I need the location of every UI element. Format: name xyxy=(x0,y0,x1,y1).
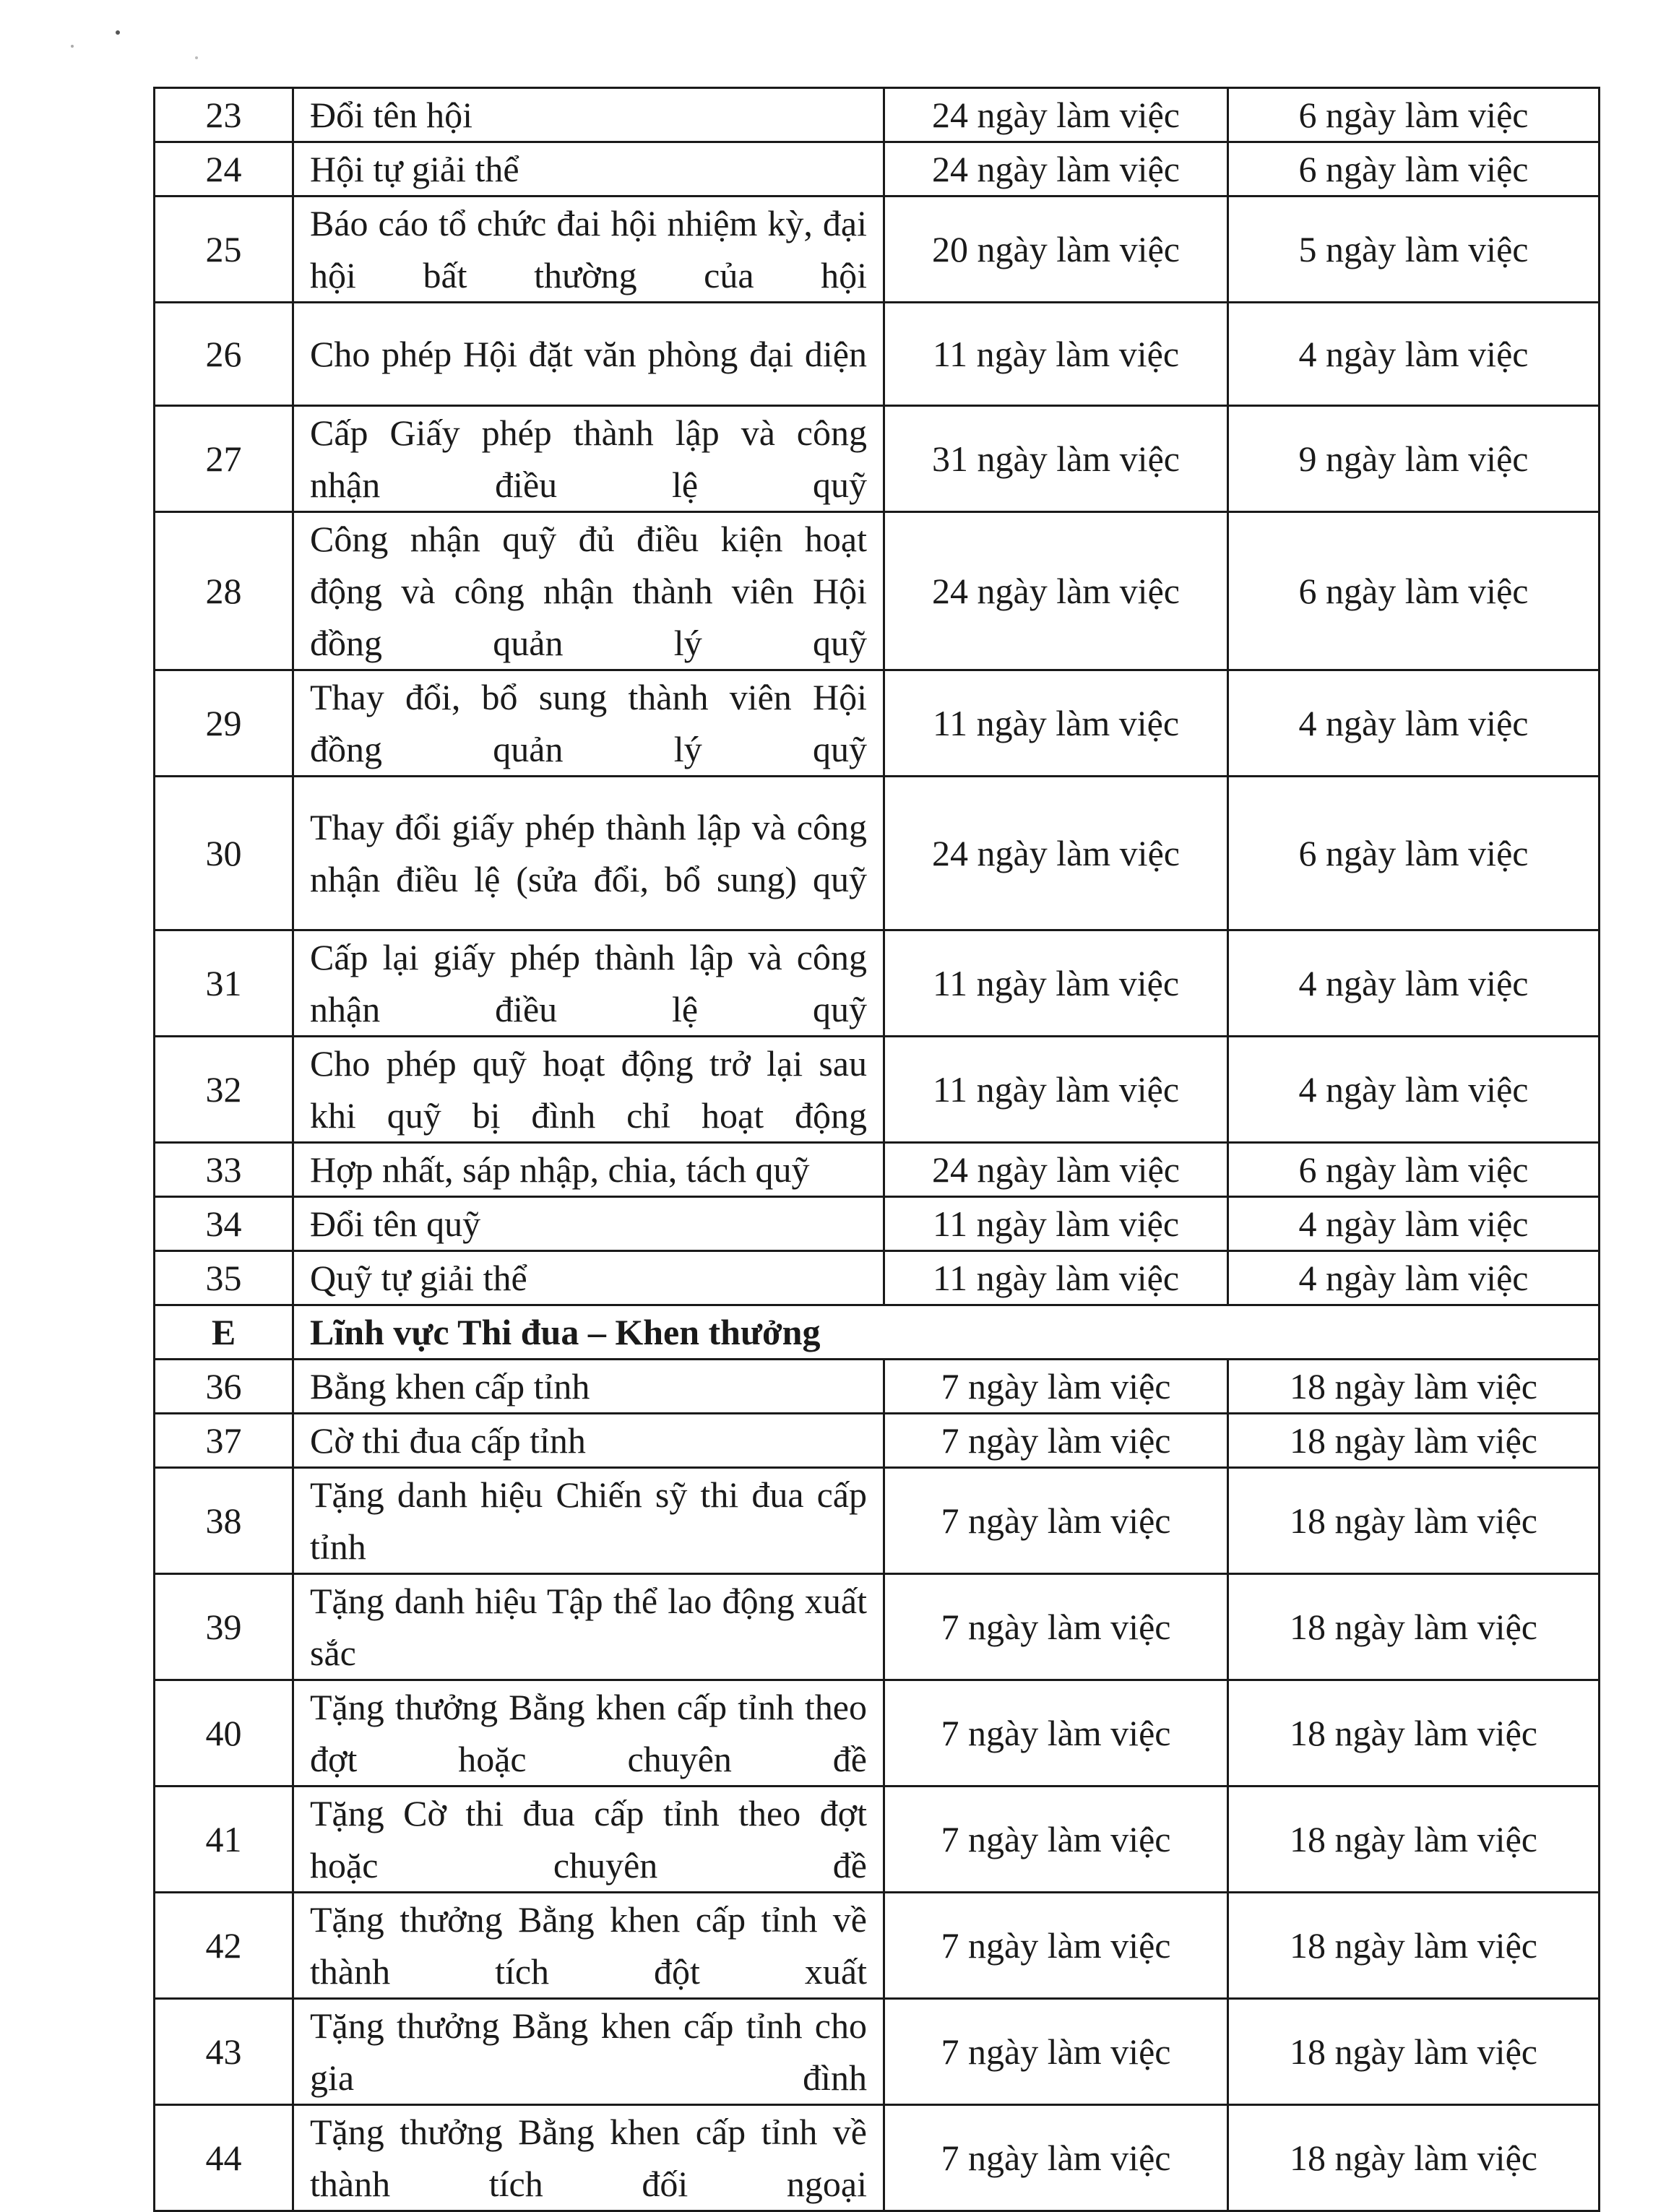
reduced-time: 18 ngày làm việc xyxy=(1228,1680,1600,1787)
row-number: 40 xyxy=(155,1680,293,1787)
reduced-time: 6 ngày làm việc xyxy=(1228,1143,1600,1197)
table-row xyxy=(155,1251,1600,1305)
processing-time: 24 ngày làm việc xyxy=(884,142,1228,196)
reduced-time: 4 ngày làm việc xyxy=(1228,303,1600,406)
reduced-time: 6 ngày làm việc xyxy=(1228,512,1600,670)
row-number: 33 xyxy=(155,1143,293,1197)
table-row xyxy=(155,1574,1600,1680)
table-row xyxy=(155,1143,1600,1197)
procedure-name: Tặng thưởng Bằng khen cấp tỉnh theo đợt hoặc chuyên đề xyxy=(293,1680,884,1787)
row-number: 29 xyxy=(155,670,293,777)
row-number: 30 xyxy=(155,777,293,930)
procedure-name: Thay đổi, bổ sung thành viên Hội đồng quản lý quỹ xyxy=(293,670,884,777)
procedure-name: Cấp lại giấy phép thành lập và công nhận điều lệ quỹ xyxy=(293,930,884,1037)
reduced-time: 4 ngày làm việc xyxy=(1228,670,1600,777)
procedure-name: Cho phép Hội đặt văn phòng đại diện xyxy=(293,303,884,406)
procedure-name: Đổi tên quỹ xyxy=(293,1197,884,1251)
table-row xyxy=(155,512,1600,670)
row-number: 31 xyxy=(155,930,293,1037)
reduced-time: 4 ngày làm việc xyxy=(1228,1251,1600,1305)
table-row xyxy=(155,930,1600,1037)
row-number: 44 xyxy=(155,2105,293,2211)
table-row xyxy=(155,303,1600,406)
reduced-time: 4 ngày làm việc xyxy=(1228,930,1600,1037)
procedure-name: Báo cáo tổ chức đai hội nhiệm kỳ, đại hội bất thường của hội xyxy=(293,196,884,303)
procedure-name: Cờ thi đua cấp tỉnh xyxy=(293,1414,884,1468)
reduced-time: 5 ngày làm việc xyxy=(1228,196,1600,303)
reduced-time: 18 ngày làm việc xyxy=(1228,2105,1600,2211)
processing-time: 7 ngày làm việc xyxy=(884,1893,1228,1999)
procedure-name: Cấp Giấy phép thành lập và công nhận điều lệ quỹ xyxy=(293,406,884,512)
procedure-name: Hội tự giải thể xyxy=(293,142,884,196)
reduced-time: 18 ngày làm việc xyxy=(1228,1574,1600,1680)
processing-time: 11 ngày làm việc xyxy=(884,1251,1228,1305)
table-row xyxy=(155,406,1600,512)
reduced-time: 18 ngày làm việc xyxy=(1228,1414,1600,1468)
processing-time: 7 ngày làm việc xyxy=(884,1787,1228,1893)
processing-time: 7 ngày làm việc xyxy=(884,1680,1228,1787)
reduced-time: 9 ngày làm việc xyxy=(1228,406,1600,512)
table-row xyxy=(155,1893,1600,1999)
section-code: E xyxy=(155,1305,293,1360)
row-number: 26 xyxy=(155,303,293,406)
processing-time: 20 ngày làm việc xyxy=(884,196,1228,303)
procedure-name: Công nhận quỹ đủ điều kiện hoạt động và công nhận thành viên Hội đồng quản lý quỹ xyxy=(293,512,884,670)
row-number: 35 xyxy=(155,1251,293,1305)
reduced-time: 18 ngày làm việc xyxy=(1228,1468,1600,1574)
procedure-name: Cho phép quỹ hoạt động trở lại sau khi quỹ bị đình chỉ hoạt động xyxy=(293,1037,884,1143)
procedure-name: Hợp nhất, sáp nhập, chia, tách quỹ xyxy=(293,1143,884,1197)
scan-speck xyxy=(116,30,120,35)
table-row xyxy=(155,1037,1600,1143)
procedure-name: Tặng thưởng Bằng khen cấp tỉnh về thành tích đối ngoại xyxy=(293,2105,884,2211)
procedure-name: Tặng danh hiệu Tập thể lao động xuất sắc xyxy=(293,1574,884,1680)
row-number: 32 xyxy=(155,1037,293,1143)
row-number: 28 xyxy=(155,512,293,670)
row-number: 43 xyxy=(155,1999,293,2105)
reduced-time: 18 ngày làm việc xyxy=(1228,1360,1600,1414)
scan-speck xyxy=(195,56,198,59)
section-row xyxy=(155,1305,1600,1360)
reduced-time: 18 ngày làm việc xyxy=(1228,1999,1600,2105)
row-number: 23 xyxy=(155,88,293,142)
processing-time: 7 ngày làm việc xyxy=(884,1468,1228,1574)
processing-time: 11 ngày làm việc xyxy=(884,1037,1228,1143)
table-row xyxy=(155,142,1600,196)
processing-time: 11 ngày làm việc xyxy=(884,670,1228,777)
procedure-table-body xyxy=(155,88,1600,2211)
row-number: 27 xyxy=(155,406,293,512)
row-number: 39 xyxy=(155,1574,293,1680)
reduced-time: 6 ngày làm việc xyxy=(1228,88,1600,142)
processing-time: 11 ngày làm việc xyxy=(884,1197,1228,1251)
row-number: 36 xyxy=(155,1360,293,1414)
processing-time: 7 ngày làm việc xyxy=(884,1414,1228,1468)
row-number: 38 xyxy=(155,1468,293,1574)
processing-time: 24 ngày làm việc xyxy=(884,512,1228,670)
processing-time: 7 ngày làm việc xyxy=(884,2105,1228,2211)
procedure-name: Tặng thưởng Bằng khen cấp tỉnh cho gia đình xyxy=(293,1999,884,2105)
processing-time: 7 ngày làm việc xyxy=(884,1999,1228,2105)
row-number: 41 xyxy=(155,1787,293,1893)
table-row xyxy=(155,1999,1600,2105)
processing-time: 24 ngày làm việc xyxy=(884,1143,1228,1197)
table-row xyxy=(155,1787,1600,1893)
processing-time: 11 ngày làm việc xyxy=(884,303,1228,406)
procedure-name: Tặng thưởng Bằng khen cấp tỉnh về thành tích đột xuất xyxy=(293,1893,884,1999)
row-number: 37 xyxy=(155,1414,293,1468)
processing-time: 7 ngày làm việc xyxy=(884,1360,1228,1414)
reduced-time: 4 ngày làm việc xyxy=(1228,1197,1600,1251)
processing-time: 11 ngày làm việc xyxy=(884,930,1228,1037)
section-title: Lĩnh vực Thi đua – Khen thưởng xyxy=(293,1305,1600,1360)
table-row xyxy=(155,777,1600,930)
table-row xyxy=(155,1414,1600,1468)
row-number: 42 xyxy=(155,1893,293,1999)
reduced-time: 4 ngày làm việc xyxy=(1228,1037,1600,1143)
scan-speck xyxy=(71,45,74,48)
row-number: 25 xyxy=(155,196,293,303)
procedure-name: Bằng khen cấp tỉnh xyxy=(293,1360,884,1414)
reduced-time: 6 ngày làm việc xyxy=(1228,777,1600,930)
procedure-name: Quỹ tự giải thể xyxy=(293,1251,884,1305)
row-number: 24 xyxy=(155,142,293,196)
procedure-table xyxy=(153,87,1600,2212)
table-row xyxy=(155,670,1600,777)
processing-time: 24 ngày làm việc xyxy=(884,777,1228,930)
reduced-time: 18 ngày làm việc xyxy=(1228,1893,1600,1999)
procedure-name: Tặng danh hiệu Chiến sỹ thi đua cấp tỉnh xyxy=(293,1468,884,1574)
table-row xyxy=(155,1360,1600,1414)
processing-time: 7 ngày làm việc xyxy=(884,1574,1228,1680)
table-row xyxy=(155,1197,1600,1251)
table-row xyxy=(155,196,1600,303)
table-row xyxy=(155,2105,1600,2211)
processing-time: 24 ngày làm việc xyxy=(884,88,1228,142)
procedure-name: Tặng Cờ thi đua cấp tỉnh theo đợt hoặc chuyên đề xyxy=(293,1787,884,1893)
reduced-time: 6 ngày làm việc xyxy=(1228,142,1600,196)
processing-time: 31 ngày làm việc xyxy=(884,406,1228,512)
reduced-time: 18 ngày làm việc xyxy=(1228,1787,1600,1893)
table-row xyxy=(155,1680,1600,1787)
procedure-name: Thay đổi giấy phép thành lập và công nhận điều lệ (sửa đổi, bổ sung) quỹ xyxy=(293,777,884,930)
procedure-name: Đổi tên hội xyxy=(293,88,884,142)
table-row xyxy=(155,1468,1600,1574)
row-number: 34 xyxy=(155,1197,293,1251)
table-row xyxy=(155,88,1600,142)
